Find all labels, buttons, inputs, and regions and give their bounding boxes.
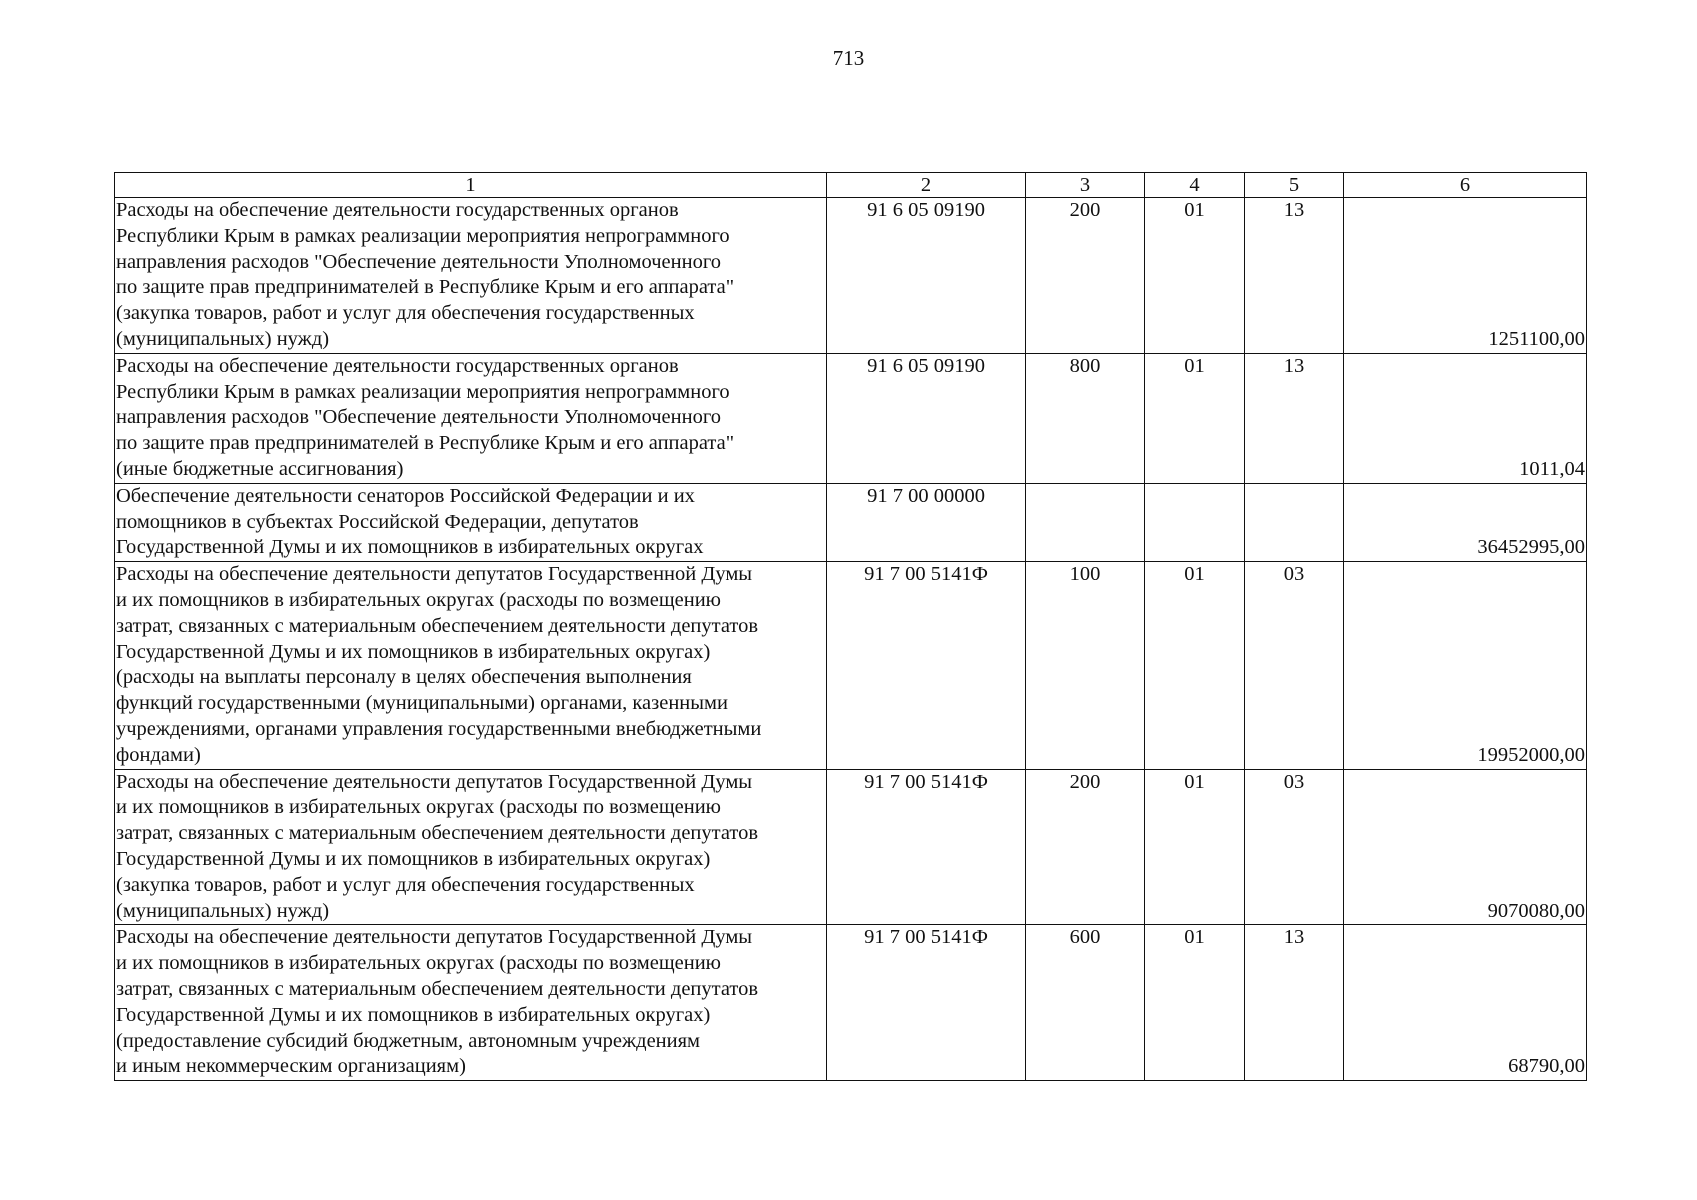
row-expense-type: 100 [1026, 562, 1145, 769]
row-target-code: 91 6 05 09190 [827, 353, 1026, 483]
row-description: Расходы на обеспечение деятельности государственных органов Республики Крым в рамках реализации мероприятия непрограммного направления расходов "Обеспечение деятельности Уполномоченного по защите прав предпринимателей в Республике Крым и его аппарата" (закупка товаров, работ и услуг для обеспечения государственных (муниципальных) нужд) [115, 198, 827, 354]
row-section: 01 [1145, 198, 1245, 354]
table-row [115, 925, 1587, 1081]
row-section: 01 [1145, 769, 1245, 925]
row-target-code: 91 6 05 09190 [827, 198, 1026, 354]
row-amount: 1251100,00 [1344, 198, 1587, 354]
row-amount: 9070080,00 [1344, 769, 1587, 925]
column-header-2: 2 [827, 173, 1026, 198]
row-expense-type [1026, 483, 1145, 561]
column-header-6: 6 [1344, 173, 1587, 198]
row-target-code: 91 7 00 5141Ф [827, 562, 1026, 769]
row-subsection: 13 [1245, 198, 1344, 354]
row-description: Расходы на обеспечение деятельности депутатов Государственной Думы и их помощников в избирательных округах (расходы по возмещению затрат, связанных с материальным обеспечением деятельности депутатов Государственной Думы и их помощников в избирательных округах) (предоставление субсидий бюджетным, автономным учреждениям и иным некоммерческим организациям) [115, 925, 827, 1081]
row-section: 01 [1145, 562, 1245, 769]
budget-table [114, 172, 1587, 1081]
table-row [115, 562, 1587, 769]
page-number: 713 [832, 46, 865, 70]
column-header-5: 5 [1245, 173, 1344, 198]
row-description: Обеспечение деятельности сенаторов Российской Федерации и их помощников в субъектах Российской Федерации, депутатов Государственной Думы и их помощников в избирательных округах [115, 483, 827, 561]
row-section [1145, 483, 1245, 561]
row-subsection: 13 [1245, 925, 1344, 1081]
table-row [115, 483, 1587, 561]
row-subsection [1245, 483, 1344, 561]
row-expense-type: 200 [1026, 198, 1145, 354]
row-section: 01 [1145, 925, 1245, 1081]
column-header-1: 1 [115, 173, 827, 198]
row-subsection: 03 [1245, 562, 1344, 769]
row-amount: 1011,04 [1344, 353, 1587, 483]
row-description: Расходы на обеспечение деятельности депутатов Государственной Думы и их помощников в избирательных округах (расходы по возмещению затрат, связанных с материальным обеспечением деятельности депутатов Государственной Думы и их помощников в избирательных округах) (закупка товаров, работ и услуг для обеспечения государственных (муниципальных) нужд) [115, 769, 827, 925]
row-amount: 68790,00 [1344, 925, 1587, 1081]
row-expense-type: 800 [1026, 353, 1145, 483]
table-row [115, 198, 1587, 354]
row-subsection: 03 [1245, 769, 1344, 925]
column-header-4: 4 [1145, 173, 1245, 198]
row-target-code: 91 7 00 5141Ф [827, 769, 1026, 925]
row-expense-type: 600 [1026, 925, 1145, 1081]
row-target-code: 91 7 00 5141Ф [827, 925, 1026, 1081]
row-target-code: 91 7 00 00000 [827, 483, 1026, 561]
column-header-3: 3 [1026, 173, 1145, 198]
row-amount: 36452995,00 [1344, 483, 1587, 561]
table-header-row [115, 173, 1587, 198]
row-description: Расходы на обеспечение деятельности депутатов Государственной Думы и их помощников в избирательных округах (расходы по возмещению затрат, связанных с материальным обеспечением деятельности депутатов Государственной Думы и их помощников в избирательных округах) (расходы на выплаты персоналу в целях обеспечения выполнения функций государственными (муниципальными) органами, казенными учреждениями, органами управления государственными внебюджетными фондами) [115, 562, 827, 769]
row-amount: 19952000,00 [1344, 562, 1587, 769]
row-description: Расходы на обеспечение деятельности государственных органов Республики Крым в рамках реализации мероприятия непрограммного направления расходов "Обеспечение деятельности Уполномоченного по защите прав предпринимателей в Республике Крым и его аппарата" (иные бюджетные ассигнования) [115, 353, 827, 483]
table-row [115, 353, 1587, 483]
row-section: 01 [1145, 353, 1245, 483]
row-subsection: 13 [1245, 353, 1344, 483]
row-expense-type: 200 [1026, 769, 1145, 925]
table-row [115, 769, 1587, 925]
